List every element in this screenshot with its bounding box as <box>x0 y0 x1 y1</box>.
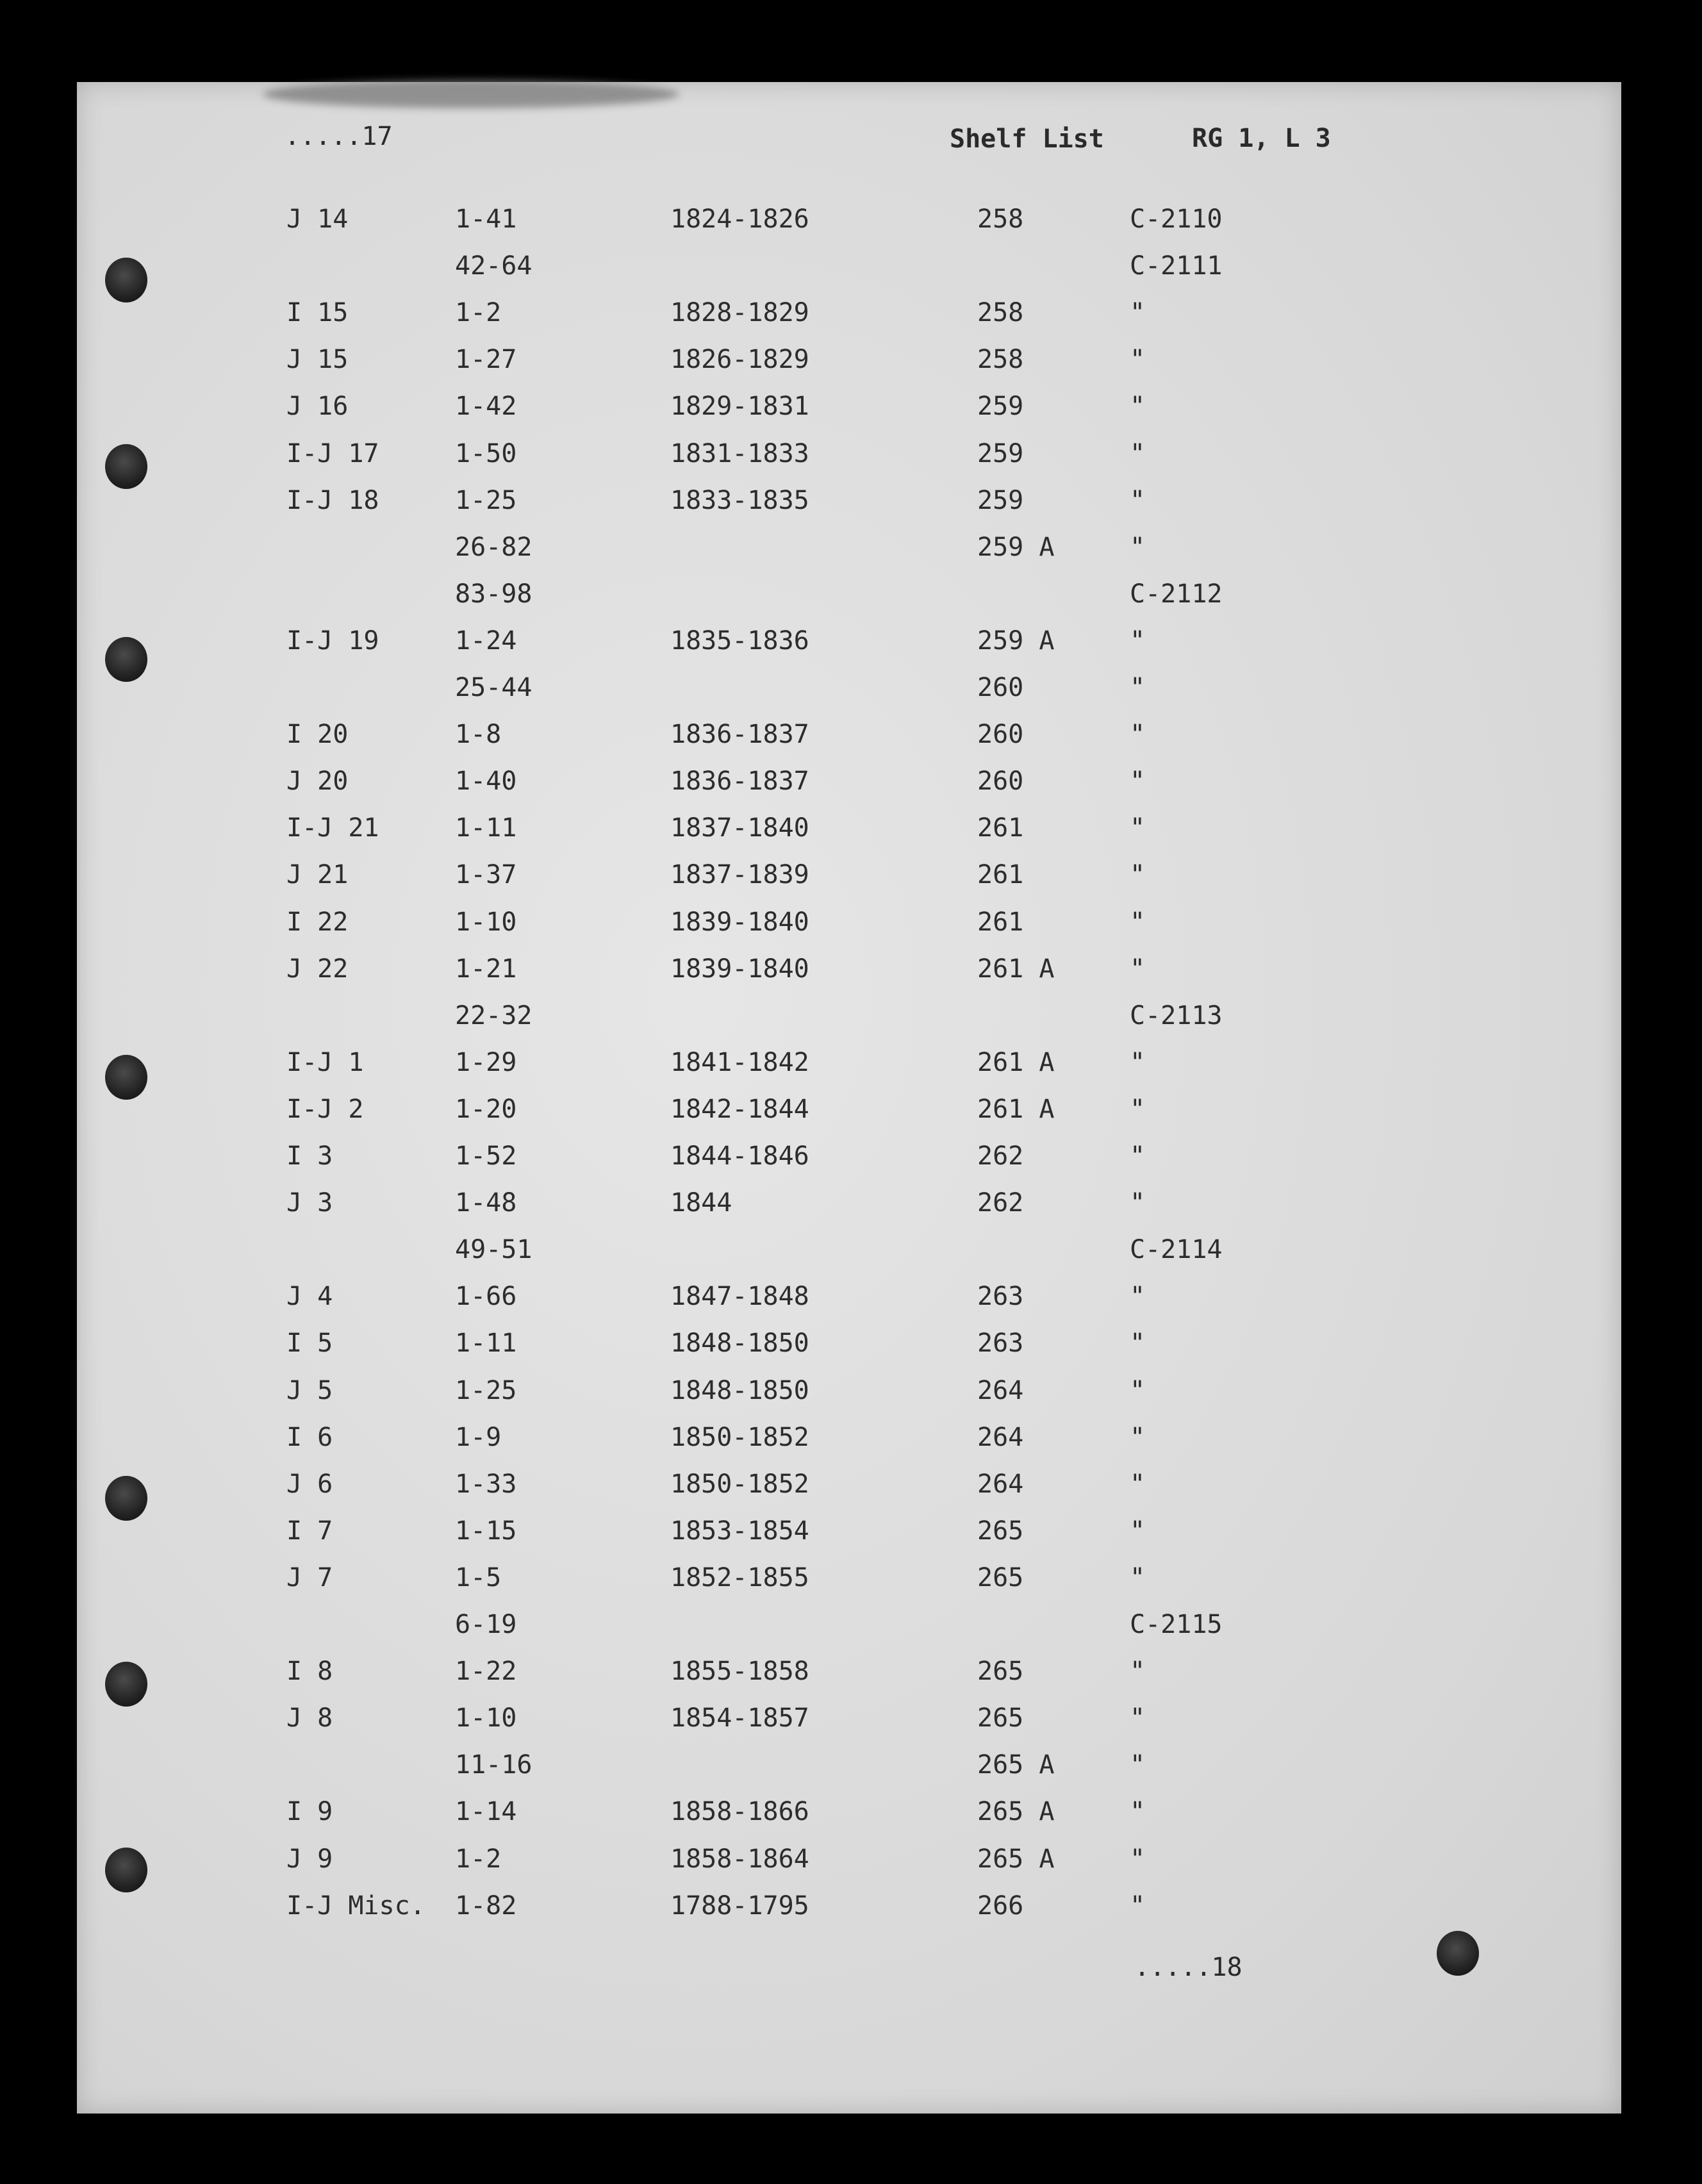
table-row <box>0 1565 1702 1612</box>
reel-number-cell: " <box>1130 1376 1146 1405</box>
table-row <box>0 488 1702 534</box>
table-row <box>0 1050 1702 1096</box>
date-range-cell: 1828-1829 <box>670 298 809 327</box>
reel-number-cell: " <box>1130 392 1146 421</box>
table-row <box>0 441 1702 488</box>
item-range-cell: 11-16 <box>455 1750 533 1780</box>
table-row <box>0 815 1702 862</box>
date-range-cell: 1829-1831 <box>670 392 809 421</box>
table-row <box>0 1893 1702 1940</box>
box-number-cell: 260 <box>977 766 1024 796</box>
box-number-cell: 265 <box>977 1563 1024 1592</box>
date-range-cell: 1836-1837 <box>670 720 809 749</box>
series-cell: J 8 <box>286 1703 333 1733</box>
item-range-cell: 1-48 <box>455 1188 517 1218</box>
table-row <box>0 909 1702 956</box>
box-number-cell: 265 A <box>977 1797 1055 1826</box>
previous-page-marker: .....17 <box>285 122 393 151</box>
box-number-cell: 261 <box>977 860 1024 889</box>
box-number-cell: 264 <box>977 1376 1024 1405</box>
item-range-cell: 1-50 <box>455 439 517 468</box>
table-row <box>0 1705 1702 1752</box>
table-row <box>0 675 1702 722</box>
box-number-cell: 258 <box>977 204 1024 234</box>
box-number-cell: 265 A <box>977 1844 1055 1874</box>
reel-number-cell: " <box>1130 860 1146 889</box>
reel-number-cell: " <box>1130 1516 1146 1546</box>
reel-number-cell: " <box>1130 1095 1146 1124</box>
next-page-marker: .....18 <box>1134 1953 1243 1982</box>
box-number-cell: 263 <box>977 1328 1024 1358</box>
table-row <box>0 1237 1702 1284</box>
box-number-cell: 265 <box>977 1516 1024 1546</box>
date-range-cell: 1850-1852 <box>670 1423 809 1452</box>
table-row <box>0 1190 1702 1237</box>
box-number-cell: 258 <box>977 345 1024 374</box>
item-range-cell: 1-66 <box>455 1282 517 1311</box>
table-row <box>0 768 1702 815</box>
item-range-cell: 1-11 <box>455 813 517 843</box>
reel-number-cell: " <box>1130 1188 1146 1218</box>
item-range-cell: 1-5 <box>455 1563 502 1592</box>
box-number-cell: 259 A <box>977 533 1055 562</box>
reel-number-cell: " <box>1130 673 1146 702</box>
series-cell: I 22 <box>286 907 349 937</box>
series-cell: I-J 19 <box>286 626 379 656</box>
box-number-cell: 261 <box>977 813 1024 843</box>
box-number-cell: 259 <box>977 486 1024 515</box>
date-range-cell: 1844-1846 <box>670 1141 809 1171</box>
date-range-cell: 1839-1840 <box>670 907 809 937</box>
table-row <box>0 347 1702 393</box>
record-group-label: RG 1, L 3 <box>1192 124 1331 153</box>
series-cell: I 6 <box>286 1423 333 1452</box>
date-range-cell: 1837-1839 <box>670 860 809 889</box>
series-cell: I 9 <box>286 1797 333 1826</box>
item-range-cell: 1-14 <box>455 1797 517 1826</box>
date-range-cell: 1852-1855 <box>670 1563 809 1592</box>
reel-number-cell: C-2115 <box>1130 1610 1223 1639</box>
date-range-cell: 1826-1829 <box>670 345 809 374</box>
reel-number-cell: " <box>1130 533 1146 562</box>
item-range-cell: 1-52 <box>455 1141 517 1171</box>
box-number-cell: 261 A <box>977 954 1055 984</box>
date-range-cell: 1848-1850 <box>670 1328 809 1358</box>
table-row <box>0 1003 1702 1050</box>
item-range-cell: 1-10 <box>455 907 517 937</box>
table-row <box>0 1799 1702 1846</box>
box-number-cell: 259 A <box>977 626 1055 656</box>
series-cell: J 20 <box>286 766 349 796</box>
date-range-cell: 1788-1795 <box>670 1891 809 1921</box>
date-range-cell: 1844 <box>670 1188 732 1218</box>
box-number-cell: 259 <box>977 439 1024 468</box>
box-number-cell: 264 <box>977 1423 1024 1452</box>
table-row <box>0 253 1702 300</box>
table-row <box>0 1378 1702 1425</box>
table-row <box>0 1096 1702 1143</box>
series-cell: J 16 <box>286 392 349 421</box>
date-range-cell: 1833-1835 <box>670 486 809 515</box>
date-range-cell: 1850-1852 <box>670 1469 809 1499</box>
reel-number-cell: " <box>1130 439 1146 468</box>
reel-number-cell: " <box>1130 1657 1146 1686</box>
item-range-cell: 1-20 <box>455 1095 517 1124</box>
reel-number-cell: C-2112 <box>1130 579 1223 609</box>
item-range-cell: 1-27 <box>455 345 517 374</box>
date-range-cell: 1847-1848 <box>670 1282 809 1311</box>
table-row <box>0 1284 1702 1330</box>
item-range-cell: 1-9 <box>455 1423 502 1452</box>
item-range-cell: 1-24 <box>455 626 517 656</box>
reel-number-cell: C-2113 <box>1130 1001 1223 1030</box>
box-number-cell: 258 <box>977 298 1024 327</box>
item-range-cell: 26-82 <box>455 533 533 562</box>
series-cell: J 9 <box>286 1844 333 1874</box>
reel-number-cell: " <box>1130 345 1146 374</box>
table-row <box>0 628 1702 675</box>
box-number-cell: 265 <box>977 1703 1024 1733</box>
item-range-cell: 25-44 <box>455 673 533 702</box>
box-number-cell: 264 <box>977 1469 1024 1499</box>
table-row <box>0 534 1702 581</box>
reel-number-cell: " <box>1130 1141 1146 1171</box>
date-range-cell: 1858-1866 <box>670 1797 809 1826</box>
box-number-cell: 261 A <box>977 1048 1055 1077</box>
table-row <box>0 862 1702 909</box>
series-cell: J 21 <box>286 860 349 889</box>
date-range-cell: 1831-1833 <box>670 439 809 468</box>
box-number-cell: 265 <box>977 1657 1024 1686</box>
reel-number-cell: C-2111 <box>1130 251 1223 281</box>
date-range-cell: 1855-1858 <box>670 1657 809 1686</box>
item-range-cell: 22-32 <box>455 1001 533 1030</box>
reel-number-cell: " <box>1130 907 1146 937</box>
item-range-cell: 1-11 <box>455 1328 517 1358</box>
item-range-cell: 1-2 <box>455 1844 502 1874</box>
item-range-cell: 1-2 <box>455 298 502 327</box>
item-range-cell: 1-8 <box>455 720 502 749</box>
table-row <box>0 1471 1702 1518</box>
item-range-cell: 1-25 <box>455 1376 517 1405</box>
reel-number-cell: " <box>1130 1048 1146 1077</box>
item-range-cell: 1-41 <box>455 204 517 234</box>
table-row <box>0 300 1702 347</box>
reel-number-cell: " <box>1130 1703 1146 1733</box>
item-range-cell: 1-33 <box>455 1469 517 1499</box>
reel-number-cell: " <box>1130 1469 1146 1499</box>
item-range-cell: 1-37 <box>455 860 517 889</box>
box-number-cell: 261 A <box>977 1095 1055 1124</box>
box-number-cell: 261 <box>977 907 1024 937</box>
item-range-cell: 49-51 <box>455 1235 533 1264</box>
reel-number-cell: " <box>1130 1844 1146 1874</box>
series-cell: I 7 <box>286 1516 333 1546</box>
date-range-cell: 1839-1840 <box>670 954 809 984</box>
series-cell: I 5 <box>286 1328 333 1358</box>
reel-number-cell: " <box>1130 1328 1146 1358</box>
page-title: Shelf List <box>950 124 1104 154</box>
series-cell: J 15 <box>286 345 349 374</box>
date-range-cell: 1842-1844 <box>670 1095 809 1124</box>
reel-number-cell: " <box>1130 486 1146 515</box>
date-range-cell: 1837-1840 <box>670 813 809 843</box>
box-number-cell: 263 <box>977 1282 1024 1311</box>
reel-number-cell: C-2110 <box>1130 204 1223 234</box>
table-row <box>0 393 1702 440</box>
series-cell: J 6 <box>286 1469 333 1499</box>
box-number-cell: 260 <box>977 720 1024 749</box>
date-range-cell: 1835-1836 <box>670 626 809 656</box>
date-range-cell: 1848-1850 <box>670 1376 809 1405</box>
box-number-cell: 260 <box>977 673 1024 702</box>
table-row <box>0 1752 1702 1799</box>
box-number-cell: 265 A <box>977 1750 1055 1780</box>
series-cell: I 3 <box>286 1141 333 1171</box>
table-row <box>0 1330 1702 1377</box>
series-cell: J 4 <box>286 1282 333 1311</box>
table-row <box>0 1143 1702 1190</box>
series-cell: I 8 <box>286 1657 333 1686</box>
reel-number-cell: " <box>1130 1282 1146 1311</box>
reel-number-cell: " <box>1130 1750 1146 1780</box>
item-range-cell: 42-64 <box>455 251 533 281</box>
series-cell: I-J 18 <box>286 486 379 515</box>
reel-number-cell: " <box>1130 720 1146 749</box>
table-row <box>0 1612 1702 1659</box>
box-number-cell: 259 <box>977 392 1024 421</box>
table-row <box>0 1518 1702 1565</box>
date-range-cell: 1824-1826 <box>670 204 809 234</box>
date-range-cell: 1854-1857 <box>670 1703 809 1733</box>
table-row <box>0 722 1702 768</box>
box-number-cell: 266 <box>977 1891 1024 1921</box>
series-cell: I 20 <box>286 720 349 749</box>
reel-number-cell: " <box>1130 298 1146 327</box>
item-range-cell: 1-25 <box>455 486 517 515</box>
item-range-cell: 1-21 <box>455 954 517 984</box>
ink-smudge <box>263 80 679 108</box>
item-range-cell: 6-19 <box>455 1610 517 1639</box>
item-range-cell: 1-82 <box>455 1891 517 1921</box>
reel-number-cell: " <box>1130 1423 1146 1452</box>
date-range-cell: 1853-1854 <box>670 1516 809 1546</box>
box-number-cell: 262 <box>977 1141 1024 1171</box>
table-row <box>0 1846 1702 1893</box>
reel-number-cell: " <box>1130 1797 1146 1826</box>
date-range-cell: 1858-1864 <box>670 1844 809 1874</box>
series-cell: J 3 <box>286 1188 333 1218</box>
reel-number-cell: " <box>1130 626 1146 656</box>
reel-number-cell: " <box>1130 954 1146 984</box>
table-row <box>0 1659 1702 1705</box>
table-row <box>0 206 1702 253</box>
item-range-cell: 1-15 <box>455 1516 517 1546</box>
series-cell: I-J 2 <box>286 1095 364 1124</box>
reel-number-cell: " <box>1130 813 1146 843</box>
item-range-cell: 1-10 <box>455 1703 517 1733</box>
series-cell: J 14 <box>286 204 349 234</box>
table-row <box>0 956 1702 1003</box>
item-range-cell: 1-22 <box>455 1657 517 1686</box>
series-cell: I-J Misc. <box>286 1891 426 1921</box>
series-cell: J 5 <box>286 1376 333 1405</box>
series-cell: I 15 <box>286 298 349 327</box>
series-cell: I-J 17 <box>286 439 379 468</box>
series-cell: I-J 21 <box>286 813 379 843</box>
reel-number-cell: " <box>1130 1891 1146 1921</box>
series-cell: J 7 <box>286 1563 333 1592</box>
item-range-cell: 83-98 <box>455 579 533 609</box>
table-row <box>0 581 1702 628</box>
reel-number-cell: " <box>1130 766 1146 796</box>
item-range-cell: 1-42 <box>455 392 517 421</box>
item-range-cell: 1-29 <box>455 1048 517 1077</box>
item-range-cell: 1-40 <box>455 766 517 796</box>
series-cell: I-J 1 <box>286 1048 364 1077</box>
table-row <box>0 1425 1702 1471</box>
date-range-cell: 1841-1842 <box>670 1048 809 1077</box>
box-number-cell: 262 <box>977 1188 1024 1218</box>
reel-number-cell: C-2114 <box>1130 1235 1223 1264</box>
reel-number-cell: " <box>1130 1563 1146 1592</box>
series-cell: J 22 <box>286 954 349 984</box>
date-range-cell: 1836-1837 <box>670 766 809 796</box>
